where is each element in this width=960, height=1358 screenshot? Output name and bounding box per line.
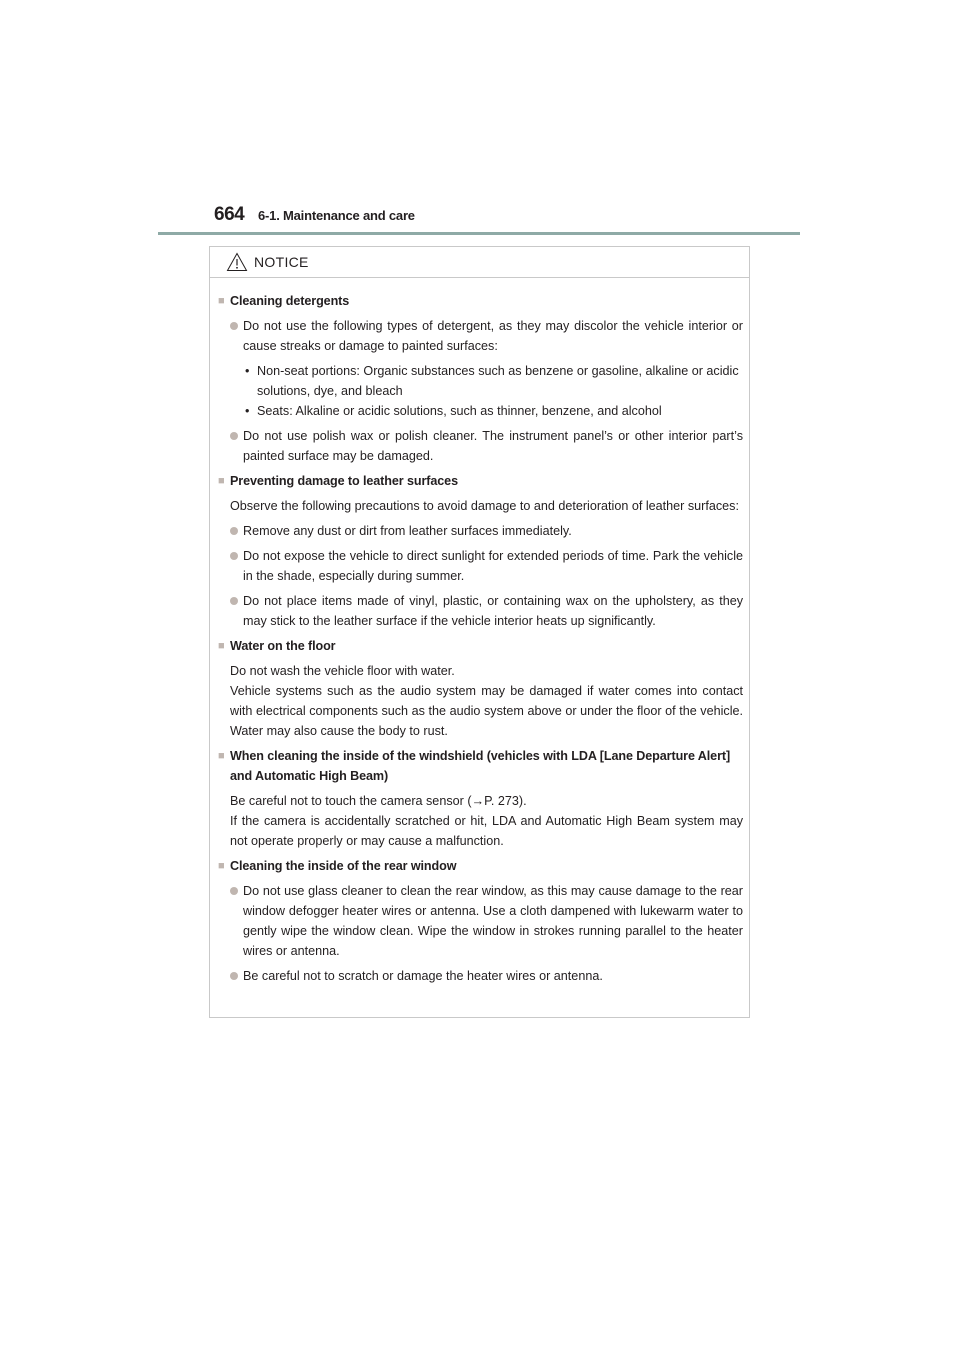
paragraph: Observe the following precautions to avoid damage to and deterioration of leather surfaces: — [230, 499, 739, 513]
paragraph: Do not wash the vehicle floor with water. — [230, 664, 455, 678]
square-bullet-icon: ■ — [218, 295, 225, 307]
square-bullet-icon: ■ — [218, 750, 225, 762]
sub-list-item: • Non-seat portions: Organic substances such as benzene or gasoline, alkaline or acidic solutions, dye, and bleach — [218, 361, 743, 401]
sub-list-item: • Seats: Alkaline or acidic solutions, such as thinner, benzene, and alcohol — [218, 401, 743, 421]
notice-header — [210, 247, 749, 278]
page-header — [214, 204, 415, 226]
section-heading: Water on the floor — [230, 639, 336, 653]
square-bullet-icon: ■ — [218, 860, 225, 872]
dot-bullet-icon: • — [245, 404, 250, 418]
section-windshield — [218, 746, 743, 851]
section-cleaning-detergents — [218, 291, 743, 466]
notice-body — [210, 278, 749, 986]
list-item: Do not expose the vehicle to direct sunlight for extended periods of time. Park the vehicle in the shade, especially during summer. — [218, 546, 743, 586]
page-number: 664 — [214, 204, 245, 225]
warning-triangle-icon — [226, 252, 248, 272]
section-leather-surfaces — [218, 471, 743, 631]
section-heading: Cleaning the inside of the rear window — [230, 859, 457, 873]
paragraph: Be careful not to touch the camera sensor (→P. 273). — [230, 794, 527, 808]
dot-bullet-icon: • — [245, 364, 250, 378]
circle-bullet-icon — [230, 552, 238, 560]
section-heading: When cleaning the inside of the windshield (vehicles with LDA [Lane Departure Alert] and Automatic High Beam) — [230, 749, 731, 783]
list-item: Remove any dust or dirt from leather surfaces immediately. — [218, 521, 743, 541]
circle-bullet-icon — [230, 322, 238, 330]
notice-box — [209, 246, 750, 1018]
list-item: Be careful not to scratch or damage the heater wires or antenna. — [218, 966, 743, 986]
paragraph: Vehicle systems such as the audio system may be damaged if water comes into contact with electrical components such as the audio system above or under the floor of the vehicle. Water may also cause the body to rust. — [230, 684, 743, 738]
section-title: 6-1. Maintenance and care — [258, 208, 415, 223]
list-item: Do not use glass cleaner to clean the rear window, as this may cause damage to the rear window defogger heater wires or antenna. Use a cloth dampened with lukewarm water to gently wipe the window clean. Wipe the window in strokes running parallel to the heater wires or antenna. — [218, 881, 743, 961]
list-item: Do not use the following types of detergent, as they may discolor the vehicle interior or cause streaks or damage to painted surfaces: — [218, 316, 743, 356]
paragraph: If the camera is accidentally scratched or hit, LDA and Automatic High Beam system may not operate properly or may cause a malfunction. — [230, 814, 743, 848]
circle-bullet-icon — [230, 432, 238, 440]
circle-bullet-icon — [230, 597, 238, 605]
section-heading: Cleaning detergents — [230, 294, 350, 308]
section-water-on-floor — [218, 636, 743, 741]
section-heading: Preventing damage to leather surfaces — [230, 474, 458, 488]
sub-list — [218, 361, 743, 421]
square-bullet-icon: ■ — [218, 475, 225, 487]
list-item: Do not use polish wax or polish cleaner. The instrument panel’s or other interior part’s painted surface may be damaged. — [218, 426, 743, 466]
square-bullet-icon: ■ — [218, 640, 225, 652]
notice-title: NOTICE — [254, 254, 309, 270]
header-rule — [158, 232, 800, 235]
circle-bullet-icon — [230, 887, 238, 895]
list-item: Do not place items made of vinyl, plastic, or containing wax on the upholstery, as they may stick to the leather surface if the vehicle interior heats up significantly. — [218, 591, 743, 631]
section-rear-window — [218, 856, 743, 986]
circle-bullet-icon — [230, 527, 238, 535]
circle-bullet-icon — [230, 972, 238, 980]
